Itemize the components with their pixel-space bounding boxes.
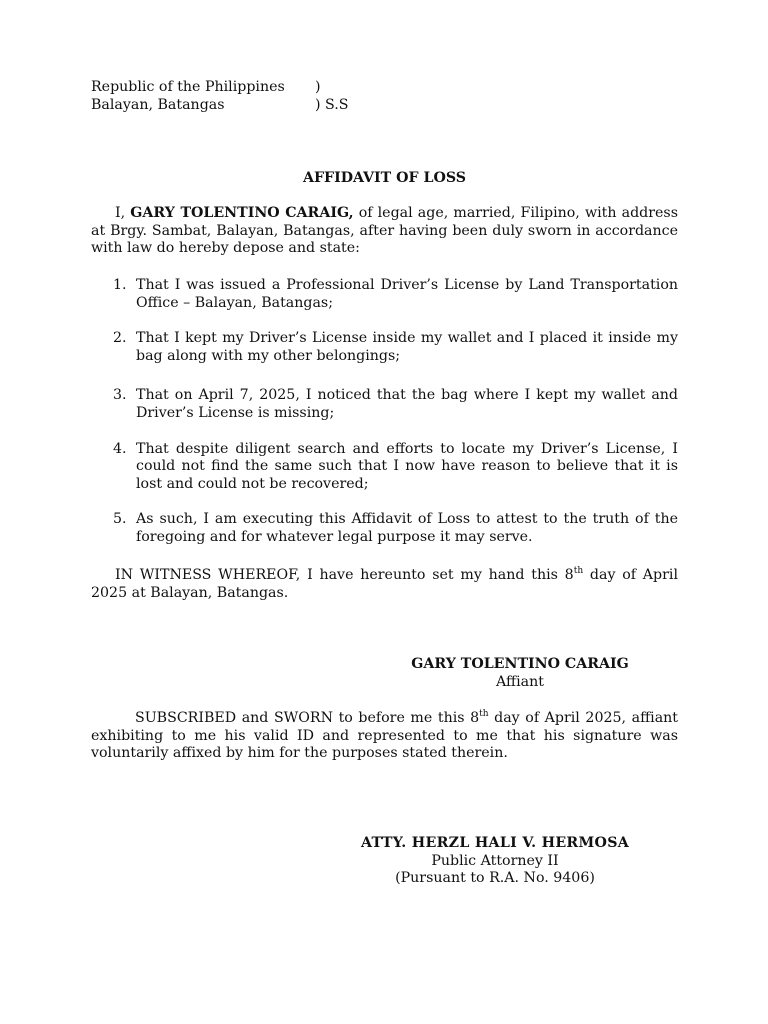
intro-text: of legal age, married, Filipino, with address at Brgy. Sambat, Balayan, Batangas, after having been duly sworn in accordance with law do hereby depose and state: [91,205,678,257]
venue-place: Balayan, Batangas [91,97,225,113]
affiant-name: GARY TOLENTINO CARAIG [411,656,629,672]
venue-country: Republic of the Philippines [91,79,285,95]
witness-ordinal: th [573,566,584,576]
jurat-text-before: SUBSCRIBED and SWORN to before me this 8 [135,710,480,726]
item-text: That I was issued a Professional Driver’s License by Land Transportation Office – Balayan, Batangas; [136,277,678,311]
list-item [91,387,678,422]
intro-paragraph [91,205,678,258]
document-title: AFFIDAVIT OF LOSS [302,170,467,186]
intro-prefix: I, [115,205,126,221]
item-text: That on April 7, 2025, I noticed that the bag where I kept my wallet and Driver’s License is missing; [136,387,678,421]
witness-text-before: IN WITNESS WHEREOF, I have hereunto set my hand this 8 [115,567,574,583]
item-text: That I kept my Driver’s License inside my wallet and I placed it inside my bag along with my other belongings; [136,330,678,364]
notary-signature-block [355,835,635,888]
affiant-name-inline: GARY TOLENTINO CARAIG, [130,205,354,221]
item-number: 3. [113,387,127,404]
jurat-ordinal: th [479,709,489,719]
witness-paragraph [91,567,678,602]
venue-bracket: ) [315,79,321,95]
item-number: 4. [113,440,127,457]
venue-ss: ) S.S [315,97,349,113]
item-number: 5. [113,511,127,528]
list-item [91,330,678,365]
list-item [91,441,678,494]
witness-text-after: day of April 2025 at Balayan, Batangas. [91,567,678,601]
item-text: As such, I am executing this Affidavit of Loss to attest to the truth of the foregoing and for whatever legal purpose it may serve. [136,511,678,545]
item-text: That despite diligent search and efforts to locate my Driver’s License, I could not find the same such that I now have reason to believe that it is lost and could not be recovered; [136,440,678,492]
item-number: 2. [113,330,127,347]
item-number: 1. [113,277,127,293]
list-item [91,511,678,546]
statement-list [91,277,678,547]
notary-note: (Pursuant to R.A. No. 9406) [395,870,595,887]
list-item [91,277,678,312]
affiant-signature-block [400,656,640,691]
notary-title: Public Attorney II [431,852,559,869]
affiant-role: Affiant [496,673,544,690]
jurat-paragraph [91,710,678,763]
jurat-text-after: day of April 2025, affiant exhibiting to me his valid ID and represented to me that his signature was voluntarily affixed by him for the purposes stated therein. [91,710,678,762]
notary-name: ATTY. HERZL HALI V. HERMOSA [360,835,630,851]
